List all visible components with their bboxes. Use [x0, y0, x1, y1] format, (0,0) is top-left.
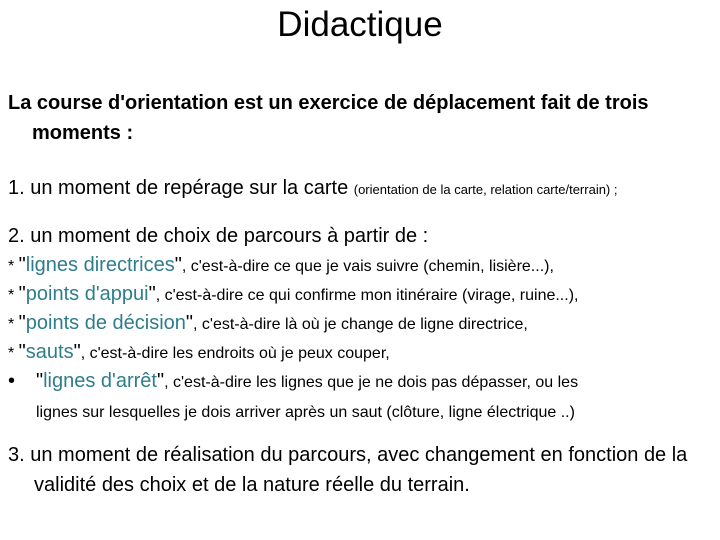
list-item-term: points de décision [25, 312, 186, 334]
list-item-term: sauts [25, 341, 74, 363]
list-item: * "points d'appui", c'est-à-dire ce qui confirme mon itinéraire (virage, ruine...), [8, 283, 579, 305]
bullet-dot-icon: • [8, 370, 16, 392]
list-item: • "lignes d'arrêt", c'est-à-dire les lignes que je ne dois pas dépasser, ou les [8, 367, 720, 396]
list-item-term: lignes directrices [25, 254, 175, 276]
moment-2-list [8, 251, 720, 428]
list-item-term: lignes d'arrêt [43, 370, 157, 392]
list-item-desc: , c'est-à-dire là où je change de ligne directrice, [193, 316, 528, 333]
moment-1-note: (orientation de la carte, relation carte/terrain) ; [353, 182, 618, 197]
moment-1 [8, 174, 720, 204]
list-item: * "lignes directrices", c'est-à-dire ce que je vais suivre (chemin, lisière...), [8, 254, 554, 276]
list-item-desc: , c'est-à-dire ce que je vais suivre (chemin, lisière...), [181, 258, 554, 275]
slide-title: Didactique [277, 5, 443, 44]
list-item-desc: , c'est-à-dire les endroits où je peux couper, [80, 345, 390, 362]
bullet-marker: * [8, 287, 19, 304]
bullet-marker: * [8, 316, 19, 333]
list-item-term: points d'appui [25, 283, 149, 305]
bullet-marker: * [8, 258, 19, 275]
intro-text: La course d'orientation est un exercice de déplacement fait de trois moments : [8, 92, 649, 144]
moment-2-lead: 2. un moment de choix de parcours à partir de : [8, 225, 429, 247]
list-item: * "sauts", c'est-à-dire les endroits où je peux couper, [8, 341, 390, 363]
list-item: * "points de décision", c'est-à-dire là où je change de ligne directrice, [8, 312, 528, 334]
moment-1-text: 1. un moment de repérage sur la carte [8, 177, 354, 199]
bullet-marker: * [8, 345, 19, 362]
moment-3: 3. un moment de réalisation du parcours, avec changement en fonction de la validité des choix et de la nature réelle du terrain. [8, 444, 688, 496]
list-item-continuation: lignes sur lesquelles je dois arriver après un saut (clôture, ligne électrique ..) [36, 404, 575, 421]
list-item-desc: , c'est-à-dire les lignes que je ne dois pas dépasser, ou les [164, 374, 579, 391]
list-item-desc: , c'est-à-dire ce qui confirme mon itinéraire (virage, ruine...), [155, 287, 579, 304]
